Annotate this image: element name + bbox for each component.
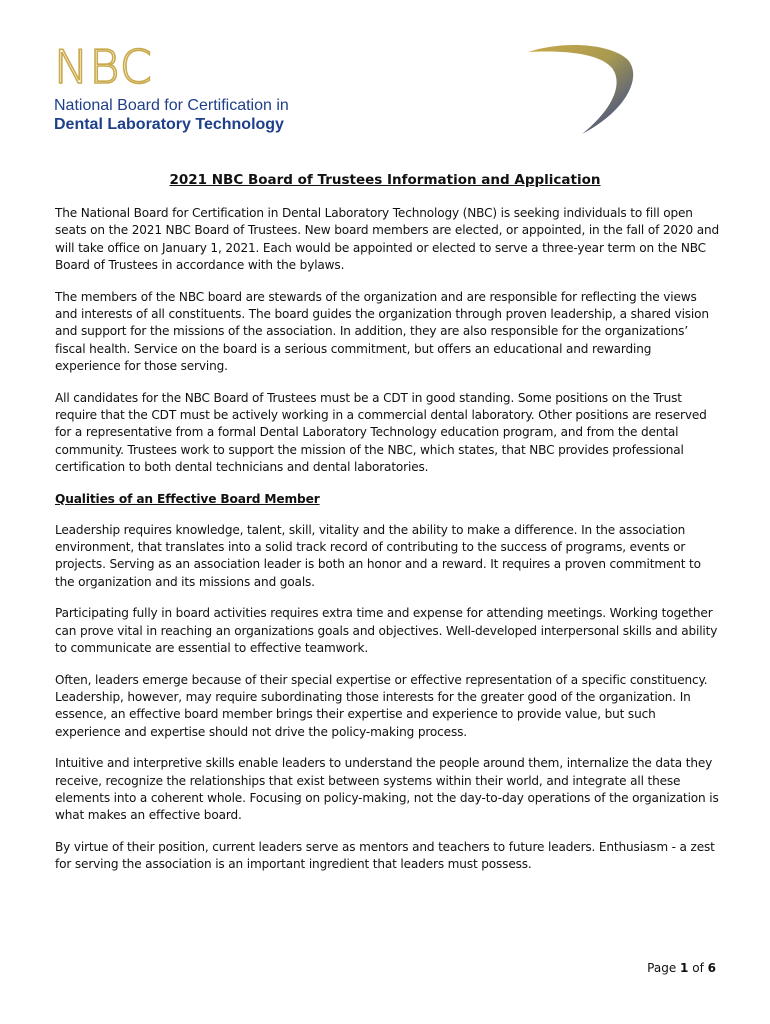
section-heading: Qualities of an Effective Board Member (55, 491, 320, 506)
intro-paragraph-3: All candidates for the NBC Board of Trustees must be a CDT in good standing. Some positions on the Trust require that the CDT must be actively working in a commercial dental laboratory. Other positions are reserved for a representative from a formal Dental Laboratory Technology education program, and from the dental community. Trustees work to support the mission of the NBC, which states, that NBC provides professional certification to both dental technicians and dental laboratories. (55, 390, 707, 474)
of-label: of (692, 961, 704, 975)
intro-paragraph-1: The National Board for Certification in Dental Laboratory Technology (NBC) is seeking individuals to fill open seats on the 2021 NBC Board of Trustees. New board members are elected, or appointed, in the fall of 2020 and will take office on January 1, 2021. Each would be appointed or elected to serve a three-year term on the NBC Board of Trustees in accordance with the bylaws. (55, 206, 720, 272)
document-body (55, 205, 720, 888)
current-page-number: 1 (680, 961, 689, 975)
section-paragraph-5: By virtue of their position, current leaders serve as mentors and teachers to future leaders. Enthusiasm - a zest for serving the association is an important ingredient that leaders must possess. (55, 840, 715, 872)
intro-paragraph-2: The members of the NBC board are stewards of the organization and are responsible for reflecting the views and interests of all constituents. The board guides the organization through proven leadership, a shared vision and support for the missions of the association. In addition, they are also responsible for the organizations’ fiscal health. Service on the board is a serious commitment, but offers an educational and rewarding experience for those serving. (55, 289, 709, 373)
logo-line-2: Dental Laboratory Technology (54, 116, 284, 133)
nbc-logo (54, 40, 324, 136)
section-paragraph-1: Leadership requires knowledge, talent, skill, vitality and the ability to make a difference. In the association environment, that translates into a solid track record of contributing to the success of programs, events or projects. Serving as an association leader is both an honor and a reward. It requires a proven commitment to the organization and its missions and goals. (55, 522, 701, 589)
document-title: 2021 NBC Board of Trustees Information and Application (169, 172, 601, 188)
total-page-count: 6 (707, 961, 716, 975)
logo-acronym: NBC (54, 40, 153, 94)
section-paragraph-3: Often, leaders emerge because of their special expertise or effective representation of a specific constituency. Leadership, however, may require subordinating those interests for the greater good of the organization. In essence, an effective board member brings their expertise and experience to provide value, but such experience and expertise should not drive the policy-making process. (55, 672, 708, 739)
section-paragraph-4: Intuitive and interpretive skills enable leaders to understand the people around them, internalize the data they receive, recognize the relationships that exist between systems within their world, and integrate all these elements into a coherent whole. Focusing on policy-making, not the day-to-day operations of the organization is what makes an effective board. (55, 756, 719, 823)
section-paragraph-2: Participating fully in board activities requires extra time and expense for attending meetings. Working together can prove vital in reaching an organizations goals and objectives. Well-developed interpersonal skills and ability to communicate are essential to effective teamwork. (55, 606, 718, 655)
page-label: Page (647, 961, 677, 975)
page-number (647, 960, 716, 976)
logo-line-1: National Board for Certification in (54, 97, 289, 114)
logo-swoosh-icon (520, 38, 640, 138)
